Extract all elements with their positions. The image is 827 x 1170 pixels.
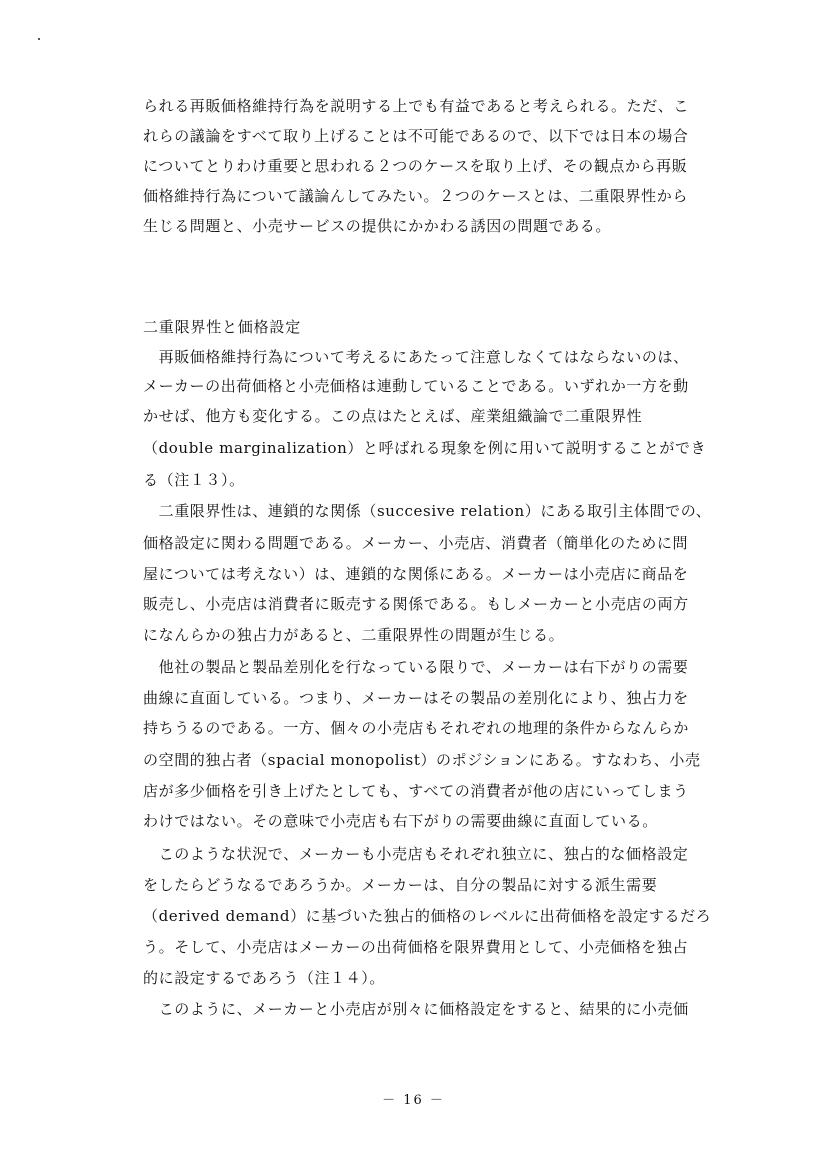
body-line: このような状況で、メーカーも小売店もそれぞれ独立に、独占的な価格設定 xyxy=(143,845,689,863)
intro-line: 価格維持行為について議論んしてみたい。２つのケースとは、二重限界性から xyxy=(143,187,688,205)
body-line: をしたらどうなるであろうか。メーカーは、自分の製品に対する派生需要 xyxy=(143,876,658,894)
body-line: 他社の製品と製品差別化を行なっている限りで、メーカーは右下がりの需要 xyxy=(143,658,689,676)
body-line: 価格設定に関わる問題である。メーカー、小売店、消費者（簡単化のために問 xyxy=(143,534,689,552)
body-line: このように、メーカーと小売店が別々に価格設定をすると、結果的に小売価 xyxy=(143,1000,689,1018)
body-line: になんらかの独占力があると、二重限界性の問題が生じる。 xyxy=(143,626,565,644)
body-line: メーカーの出荷価格と小売価格は連動していることである。いずれか一方を動 xyxy=(143,377,689,395)
body-line: 再販価格維持行為について考えるにあたって注意しなくてはならないのは、 xyxy=(143,348,689,366)
body-line: かせば、他方も変化する。この点はたとえば、産業組織論で二重限界性 xyxy=(143,407,643,425)
body-line: （double marginalization）と呼ばれる現象を例に用いて説明することができ xyxy=(143,439,707,457)
body-line: 販売し、小売店は消費者に販売する関係である。もしメーカーと小売店の両方 xyxy=(143,595,689,613)
body-line: 屋については考えない）は、連鎖的な関係にある。メーカーは小売店に商品を xyxy=(143,565,689,583)
scan-speck xyxy=(38,38,40,40)
body-line: 店が多少価格を引き上げたとしても、すべての消費者が他の店にいってしまう xyxy=(143,782,689,800)
intro-line: られる再販価格維持行為を説明する上でも有益であると考えられる。ただ、こ xyxy=(143,97,690,115)
body-line: 曲線に直面している。つまり、メーカーはその製品の差別化により、独占力を xyxy=(143,689,689,707)
body-line: う。そして、小売店はメーカーの出荷価格を限界費用として、小売価格を独占 xyxy=(143,938,689,956)
body-line: 二重限界性は、連鎖的な関係（succesive relation）にある取引主体間での、 xyxy=(143,502,712,520)
body-line: る（注１３）。 xyxy=(143,471,245,489)
body-line: の空間的独占者（spacial monopolist）のポジションにある。すなわち、小売 xyxy=(143,751,701,769)
page-number: － 16 － xyxy=(382,1093,445,1108)
section-heading: 二重限界性と価格設定 xyxy=(143,318,302,336)
body-line: 持ちうるのである。一方、個々の小売店もそれぞれの地理的条件からなんらか xyxy=(143,719,690,737)
body-line: （derived demand）に基づいた独占的価格のレベルに出荷価格を設定するだろ xyxy=(143,907,712,925)
body-line: 的に設定するであろう（注１４）。 xyxy=(143,969,385,987)
intro-line: 生じる問題と、小売サービスの提供にかかわる誘因の問題である。 xyxy=(143,217,612,235)
body-line: わけではない。その意味で小売店も右下がりの需要曲線に直面している。 xyxy=(143,812,658,830)
intro-line: れらの議論をすべて取り上げることは不可能であるので、以下では日本の場合 xyxy=(143,127,689,145)
intro-line: についてとりわけ重要と思われる２つのケースを取り上げ、その観点から再販 xyxy=(143,157,688,175)
